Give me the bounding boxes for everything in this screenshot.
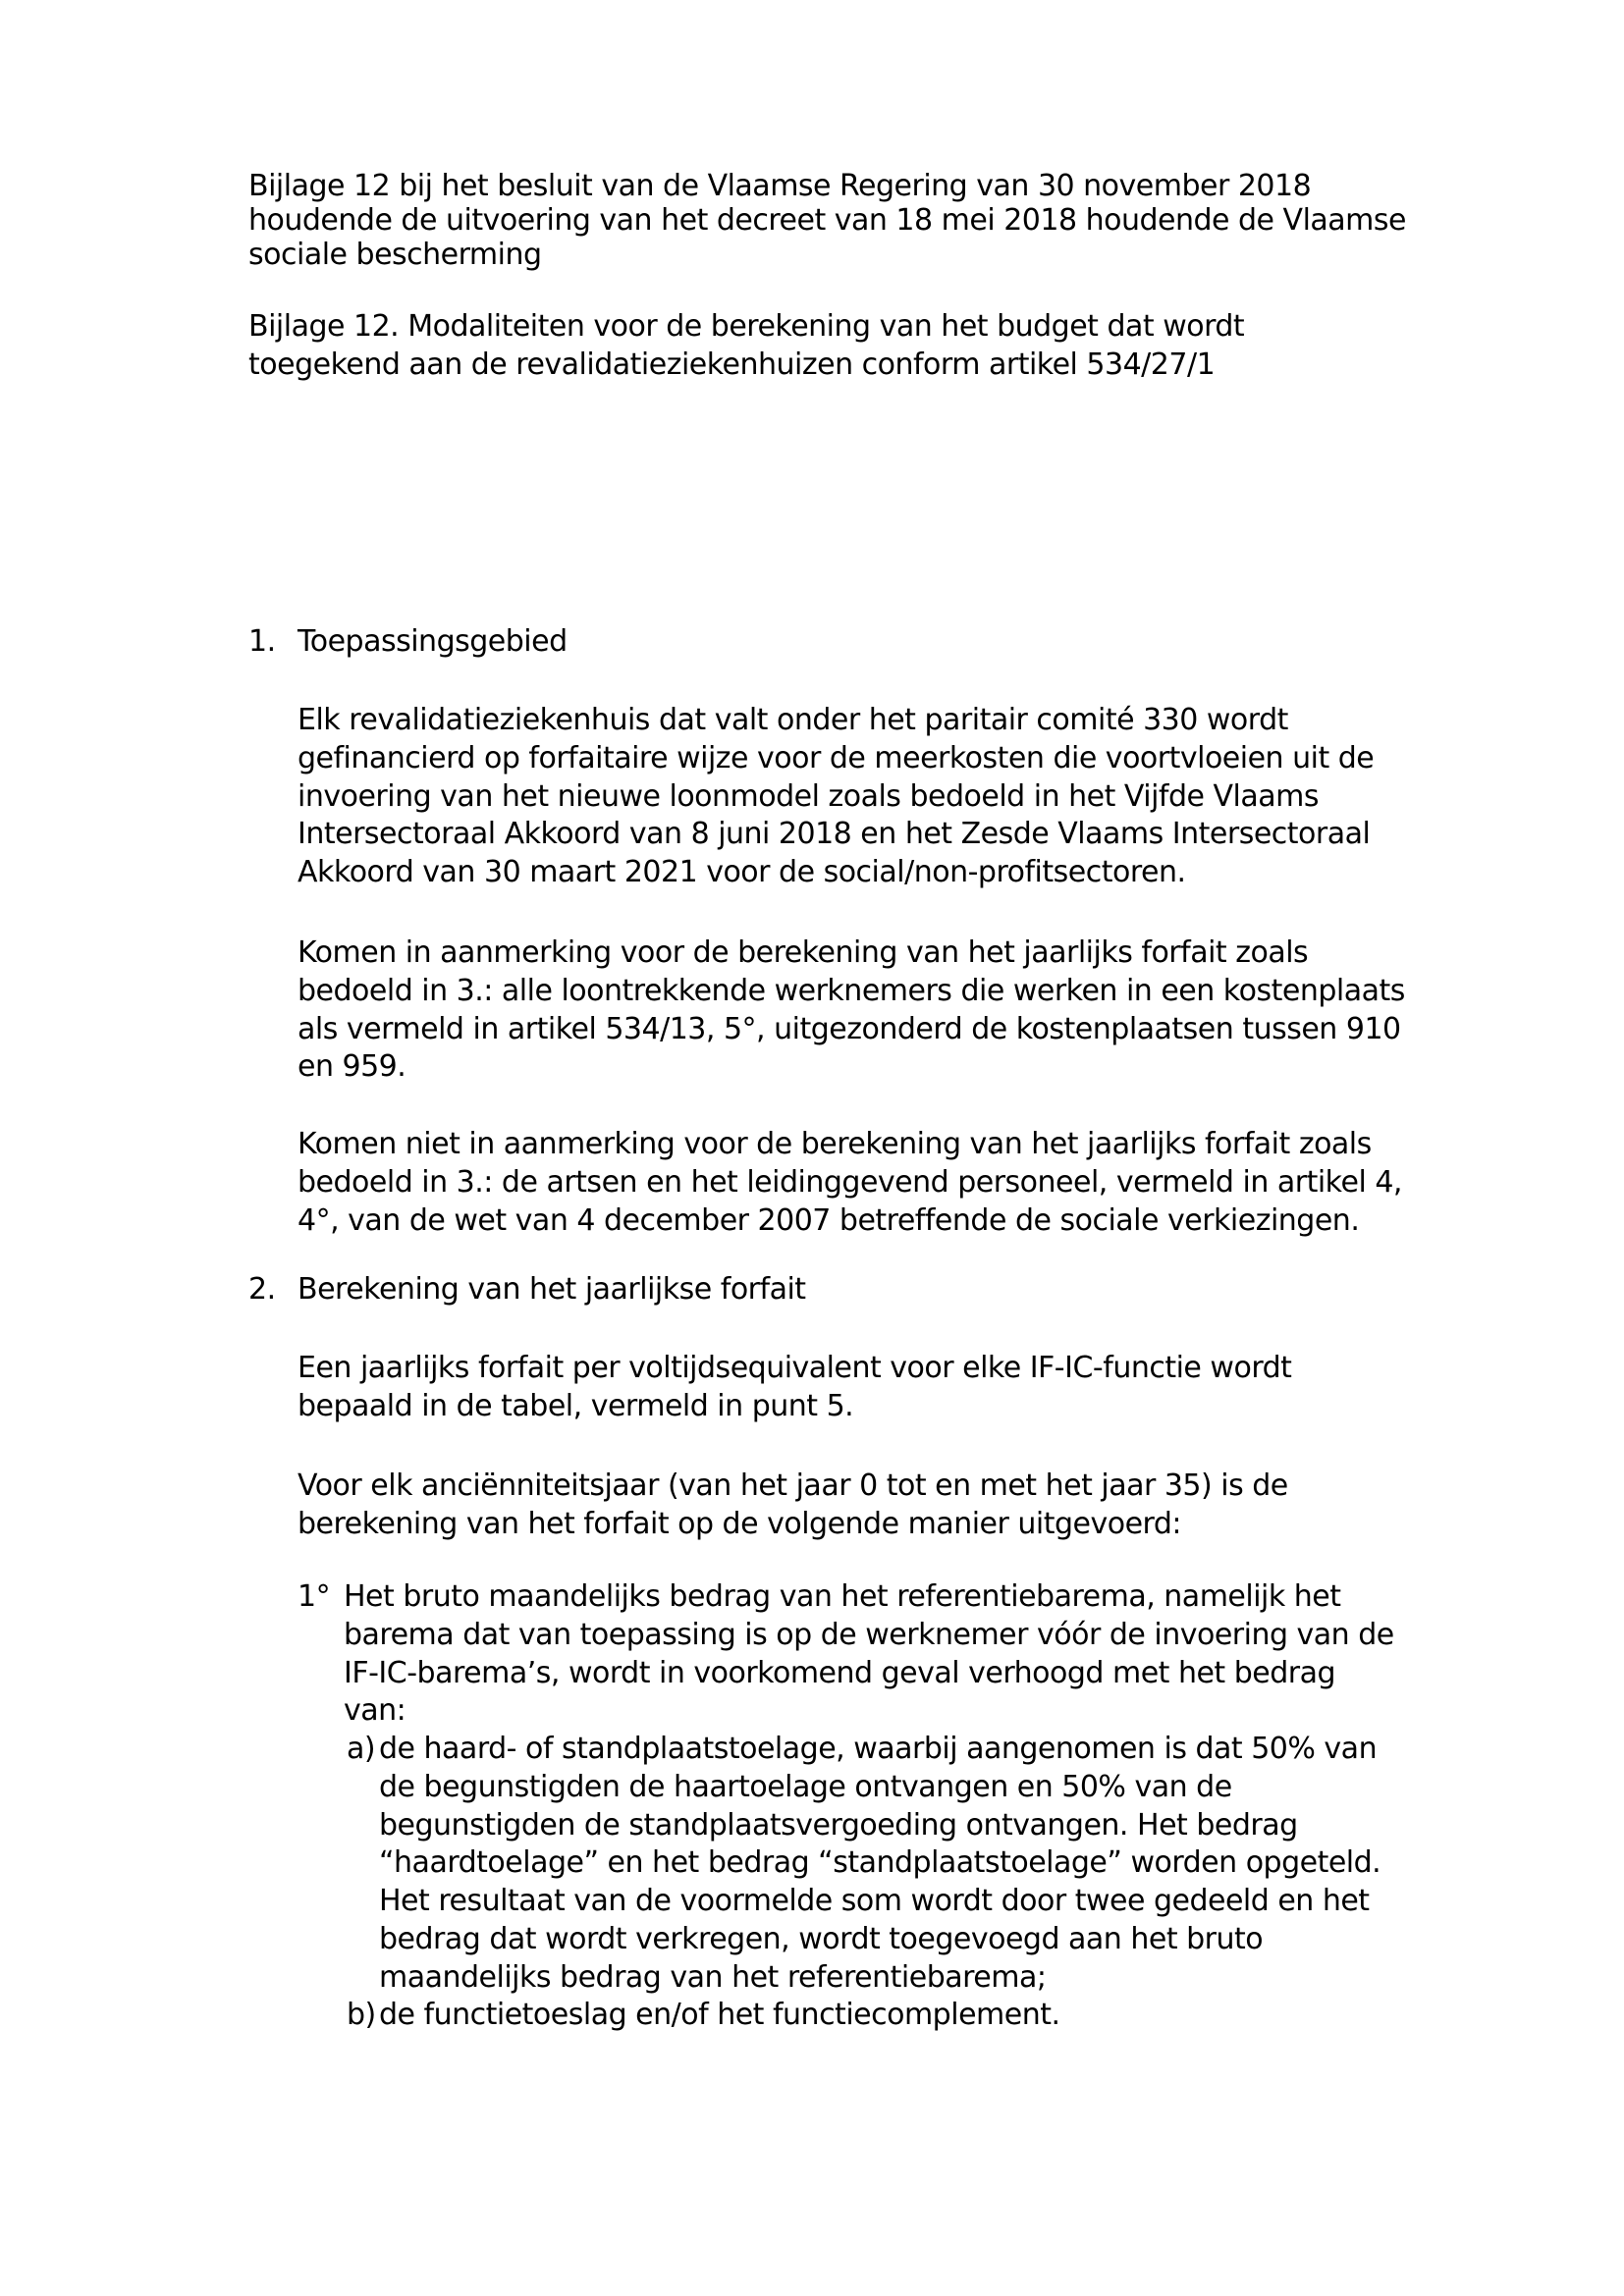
text-line: gefinancierd op forfaitaire wijze voor de meerkosten die voortvloeien uit de [298, 740, 1375, 775]
text-line: van: [344, 1693, 406, 1729]
paragraph [298, 702, 1374, 892]
text-line: bedrag dat wordt verkregen, wordt toegevoegd aan het bruto [379, 1921, 1264, 1956]
text-line: begunstigden de standplaatsvergoeding ontvangen. Het bedrag [379, 1807, 1298, 1842]
text-line: Elk revalidatieziekenhuis dat valt onder het paritair comité 330 wordt [298, 703, 1288, 737]
text-line: als vermeld in artikel 534/13, 5°, uitgezonderd de kostenplaatsen tussen 910 [298, 1011, 1401, 1046]
header-paragraph-2 [248, 307, 1244, 384]
text-line: de haard- of standplaatstoelage, waarbij aangenomen is dat 50% van [379, 1732, 1378, 1766]
paragraph [298, 1126, 1402, 1240]
section-number: 2. [248, 1272, 276, 1307]
ordered-list [298, 1578, 1394, 2035]
section-1-heading [248, 623, 568, 662]
section-2-heading [248, 1271, 806, 1309]
section-title: Toepassingsgebied [298, 624, 568, 659]
text-line: Het bruto maandelijks bedrag van het referentiebarema, namelijk het [344, 1579, 1341, 1614]
text-line: en 959. [298, 1049, 406, 1085]
list-item-a [347, 1731, 1394, 1997]
list-marker: b) [347, 1998, 376, 2033]
text-line: maandelijks bedrag van het referentiebarema; [379, 1959, 1047, 1995]
text-line: bedoeld in 3.: alle loontrekkende werknemers die werken in een kostenplaats [298, 973, 1405, 1008]
text-line: de functietoeslag en/of het functiecomplement. [379, 1998, 1060, 2033]
text-line: houdende de uitvoering van het decreet van 18 mei 2018 houdende de Vlaamse [248, 203, 1406, 238]
text-line: sociale bescherming [248, 238, 542, 272]
text-line: berekening van het forfait op de volgende manier uitgevoerd: [298, 1506, 1181, 1541]
text-line: Bijlage 12. Modaliteiten voor de berekening van het budget dat wordt [248, 309, 1245, 344]
list-marker: 1° [298, 1579, 331, 1614]
text-line: 4°, van de wet van 4 december 2007 betreffende de sociale verkiezingen. [298, 1202, 1360, 1238]
text-line: invoering van het nieuwe loonmodel zoals bedoeld in het Vijfde Vlaams [298, 778, 1320, 814]
list-item-1 [298, 1578, 1394, 1731]
text-line: bedoeld in 3.: de artsen en het leidinggevend personeel, vermeld in artikel 4, [298, 1164, 1402, 1200]
paragraph [298, 1468, 1288, 1544]
text-line: barema dat van toepassing is op de werknemer vóór de invoering van de [344, 1617, 1394, 1652]
list-item-b [347, 1997, 1394, 2035]
list-marker: a) [347, 1732, 376, 1766]
text-line: Bijlage 12 bij het besluit van de Vlaamse Regering van 30 november 2018 [248, 169, 1312, 203]
text-line: Akkoord van 30 maart 2021 voor de social/non-profitsectoren. [298, 855, 1186, 889]
text-line: Een jaarlijks forfait per voltijdsequivalent voor elke IF-IC-functie wordt [298, 1351, 1292, 1385]
text-line: Komen in aanmerking voor de berekening van het jaarlijks forfait zoals [298, 935, 1309, 970]
text-line: toegekend aan de revalidatieziekenhuizen conform artikel 534/27/1 [248, 347, 1216, 382]
text-line: IF-IC-barema’s, wordt in voorkomend geval verhoogd met het bedrag [344, 1655, 1336, 1690]
section-title: Berekening van het jaarlijkse forfait [298, 1272, 806, 1307]
header-paragraph-1 [248, 169, 1406, 272]
text-line: “haardtoelage” en het bedrag “standplaatstoelage” worden opgeteld. [379, 1845, 1381, 1881]
text-line: Voor elk anciënniteitsjaar (van het jaar 0 tot en met het jaar 35) is de [298, 1468, 1288, 1503]
paragraph [298, 1350, 1291, 1426]
paragraph [298, 934, 1405, 1087]
text-line: bepaald in de tabel, vermeld in punt 5. [298, 1388, 854, 1423]
text-line: Komen niet in aanmerking voor de berekening van het jaarlijks forfait zoals [298, 1127, 1372, 1161]
text-line: de begunstigden de haartoelage ontvangen en 50% van de [379, 1769, 1232, 1804]
text-line: Het resultaat van de voormelde som wordt door twee gedeeld en het [379, 1884, 1370, 1918]
text-line: Intersectoraal Akkoord van 8 juni 2018 en het Zesde Vlaams Intersectoraal [298, 817, 1371, 852]
section-number: 1. [248, 624, 276, 659]
